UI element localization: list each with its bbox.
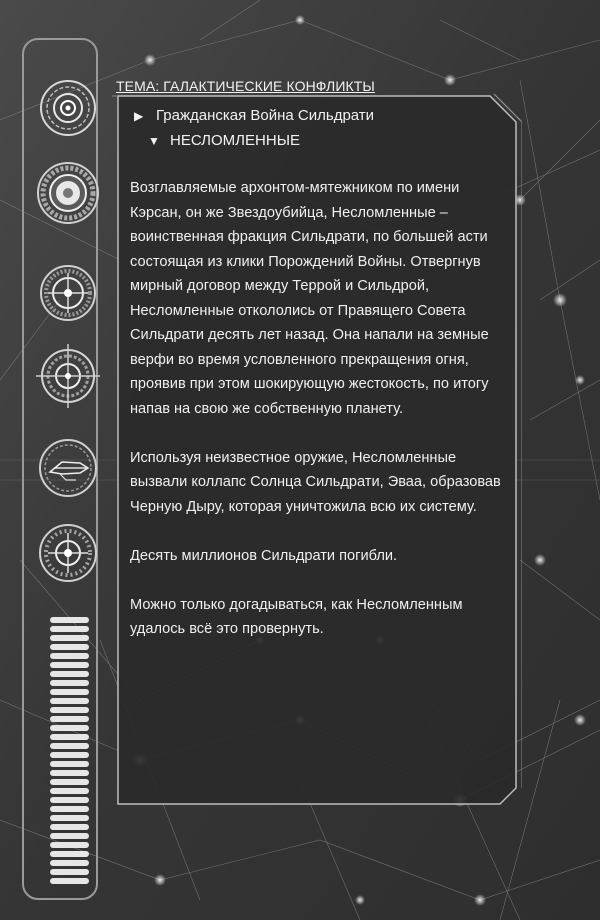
level-bar [50, 671, 89, 677]
breadcrumb-current-label: НЕСЛОМЛЕННЫЕ [170, 132, 300, 149]
expand-arrow-icon: ▶ [134, 109, 144, 123]
level-bar [50, 626, 89, 632]
level-bar [50, 860, 89, 866]
starship-icon[interactable] [36, 436, 100, 500]
level-bar [50, 635, 89, 641]
level-bar [50, 761, 89, 767]
level-bar [50, 680, 89, 686]
disc-icon[interactable] [35, 160, 101, 226]
level-bar [50, 617, 89, 623]
level-bar [50, 689, 89, 695]
radar-scope-icon[interactable] [34, 342, 102, 410]
breadcrumb-parent-label: Гражданская Война Сильдрати [156, 107, 375, 124]
crosshair-dial-icon[interactable] [38, 263, 98, 323]
level-bars [50, 617, 90, 887]
article-paragraph: Десять миллионов Сильдрати погибли. [130, 547, 398, 564]
info-panel [112, 76, 522, 806]
article-body [130, 176, 510, 666]
target-ring-icon[interactable] [38, 78, 98, 138]
article-paragraph: Можно только догадываться, как Несломленным удалось всё это провернуть. [130, 596, 463, 637]
level-bar [50, 851, 89, 857]
level-bar [50, 707, 89, 713]
level-bar [50, 797, 89, 803]
collapse-arrow-icon: ▼ [148, 134, 160, 148]
article-paragraph: Возглавляемые архонтом-мятежником по имени Кэрсан, он же Звездоубийца, Несломленные – воинственная фракция Сильдрати, по большей асти состоящая из клики Порождений Войны. Отвергнув мирный договор между Террой и Сильдрой, Несломленные откололись от Правящего Совета Сильдрати десять лет назад. Она напали на земные верфи во время условленного прекращения огня, проявив при этом шокирующую жестокость, по итогу напав на свою же собственную планету. [130, 180, 489, 417]
level-bar [50, 734, 89, 740]
level-bar [50, 644, 89, 650]
breadcrumb-parent[interactable] [134, 107, 374, 124]
level-bar [50, 752, 89, 758]
level-bar [50, 653, 89, 659]
level-bar [50, 788, 89, 794]
compass-dial-icon[interactable] [36, 521, 100, 585]
level-bar [50, 869, 89, 875]
level-bar [50, 833, 89, 839]
level-bar [50, 698, 89, 704]
level-bar [50, 878, 89, 884]
level-bar [50, 842, 89, 848]
level-bar [50, 743, 89, 749]
level-bar [50, 824, 89, 830]
breadcrumb-current[interactable] [148, 132, 300, 149]
level-bar [50, 725, 89, 731]
article-paragraph: Используя неизвестное оружие, Несломленные вызвали коллапс Солнца Сильдрати, Эваа, образовав Черную Дыру, которая уничтожила всю их систему. [130, 449, 501, 515]
level-bar [50, 662, 89, 668]
level-bar [50, 806, 89, 812]
level-bar [50, 716, 89, 722]
topic-title: ТЕМА: ГАЛАКТИЧЕСКИЕ КОНФЛИКТЫ [116, 78, 375, 94]
level-bar [50, 779, 89, 785]
level-bar [50, 815, 89, 821]
level-bar [50, 770, 89, 776]
